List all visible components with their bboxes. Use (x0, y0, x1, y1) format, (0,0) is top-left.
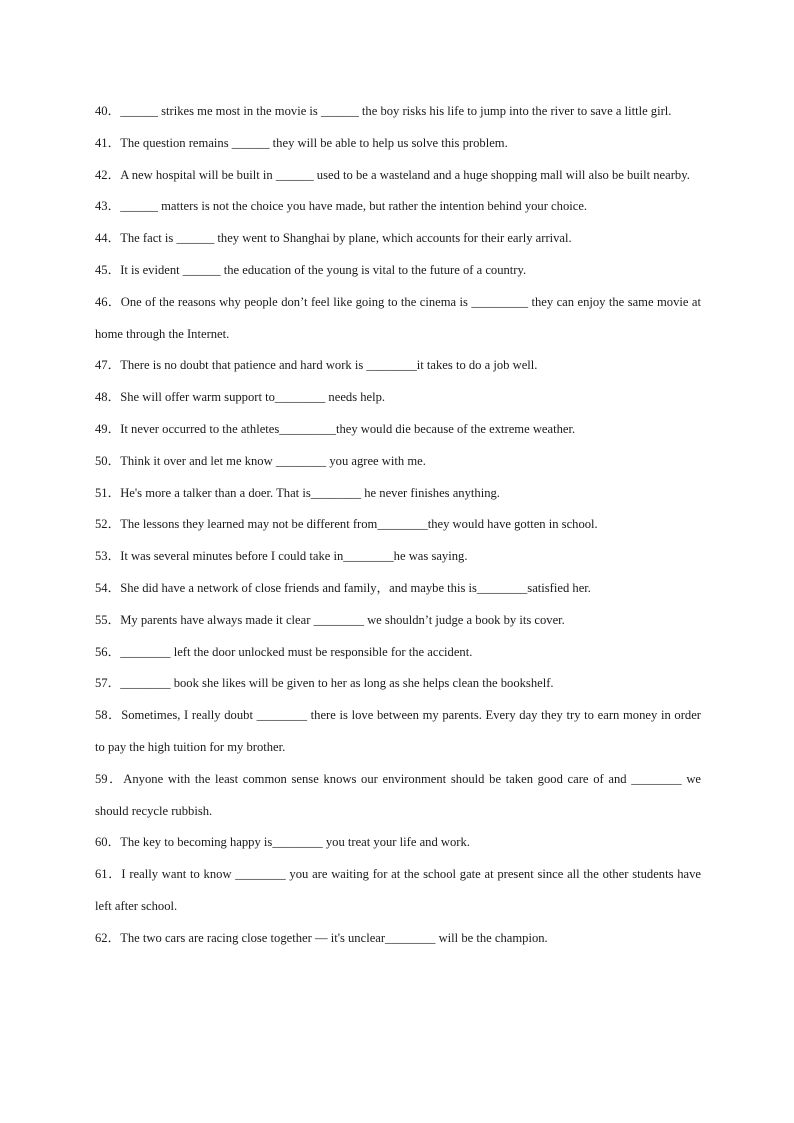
question-text: The two cars are racing close together — it's unclear________ will be the champion. (120, 930, 548, 945)
question-item (95, 509, 701, 541)
question-list (95, 96, 701, 955)
question-text: She will offer warm support to________ needs help. (120, 390, 386, 405)
question-text: The key to becoming happy is________ you treat your life and work. (120, 835, 470, 850)
question-item (95, 668, 701, 700)
question-number: 43． (95, 199, 121, 214)
question-number: 41． (95, 135, 121, 150)
question-number: 62． (95, 930, 121, 945)
question-text: It never occurred to the athletes_________they would die because of the extreme weather. (120, 421, 576, 436)
question-text: My parents have always made it clear ________ we shouldn’t judge a book by its cover. (120, 612, 565, 627)
question-number: 47． (95, 358, 121, 373)
question-number: 46． (95, 294, 121, 309)
question-item (95, 382, 701, 414)
question-text: The question remains ______ they will be able to help us solve this problem. (120, 135, 508, 150)
question-text: She did have a network of close friends and family，and maybe this is________satisfied her. (120, 580, 591, 595)
question-item (95, 287, 701, 351)
question-item (95, 191, 701, 223)
question-number: 42． (95, 167, 121, 182)
question-text: It is evident ______ the education of the young is vital to the future of a country. (120, 262, 527, 277)
question-number: 40． (95, 104, 121, 118)
question-item (95, 859, 701, 923)
question-number: 57． (95, 676, 121, 691)
question-number: 51． (95, 485, 121, 500)
question-text: There is no doubt that patience and hard work is ________it takes to do a job well. (120, 358, 538, 373)
question-text: It was several minutes before I could take in________he was saying. (120, 549, 468, 564)
question-item (95, 923, 701, 955)
question-number: 61． (95, 867, 122, 882)
question-text: A new hospital will be built in ______ used to be a wasteland and a huge shopping mall will also be built nearby. (120, 167, 690, 182)
question-number: 60． (95, 835, 121, 850)
question-item (95, 446, 701, 478)
question-text: Anyone with the least common sense knows our environment should be taken good care of and ________ we should recycle rubbish. (95, 771, 702, 818)
question-item (95, 637, 701, 669)
question-text: The lessons they learned may not be different from________they would have gotten in school. (120, 517, 598, 532)
question-item (95, 700, 701, 764)
question-text: I really want to know ________ you are waiting for at the school gate at present since all the other students have left after school. (95, 867, 702, 913)
question-text: ______ matters is not the choice you have made, but rather the intention behind your choice. (120, 199, 588, 214)
question-text: The fact is ______ they went to Shanghai by plane, which accounts for their early arrival. (120, 231, 572, 246)
question-text: One of the reasons why people don’t feel like going to the cinema is _________ they can enjoy the same movie at home through the Internet. (95, 294, 701, 341)
question-item (95, 350, 701, 382)
question-item (95, 541, 701, 573)
question-text: He's more a talker than a doer. That is________ he never finishes anything. (120, 485, 500, 500)
question-item (95, 573, 701, 605)
question-item (95, 764, 701, 828)
question-number: 59． (95, 771, 124, 786)
question-text: ________ book she likes will be given to her as long as she helps clean the bookshelf. (120, 676, 554, 691)
question-item (95, 478, 701, 510)
question-item (95, 414, 701, 446)
question-item (95, 160, 701, 192)
question-number: 55． (95, 612, 121, 627)
question-number: 52． (95, 517, 121, 532)
question-number: 45． (95, 262, 121, 277)
question-text: ______ strikes me most in the movie is ______ the boy risks his life to jump into the river to save a little girl. (120, 104, 672, 118)
question-item (95, 223, 701, 255)
question-number: 48． (95, 390, 121, 405)
question-number: 56． (95, 644, 121, 659)
question-item (95, 605, 701, 637)
question-number: 49． (95, 421, 121, 436)
question-number: 54． (95, 580, 121, 595)
question-text: Think it over and let me know ________ you agree with me. (120, 453, 426, 468)
question-number: 50． (95, 453, 121, 468)
question-item (95, 827, 701, 859)
question-number: 44． (95, 231, 121, 246)
question-number: 53． (95, 549, 121, 564)
question-text: Sometimes, I really doubt ________ there is love between my parents. Every day they try to earn money in order to pay the high tuition for my brother. (95, 708, 702, 754)
question-item (95, 96, 701, 128)
question-text: ________ left the door unlocked must be responsible for the accident. (120, 644, 473, 659)
question-number: 58． (95, 708, 122, 723)
question-item (95, 128, 701, 160)
question-item (95, 255, 701, 287)
